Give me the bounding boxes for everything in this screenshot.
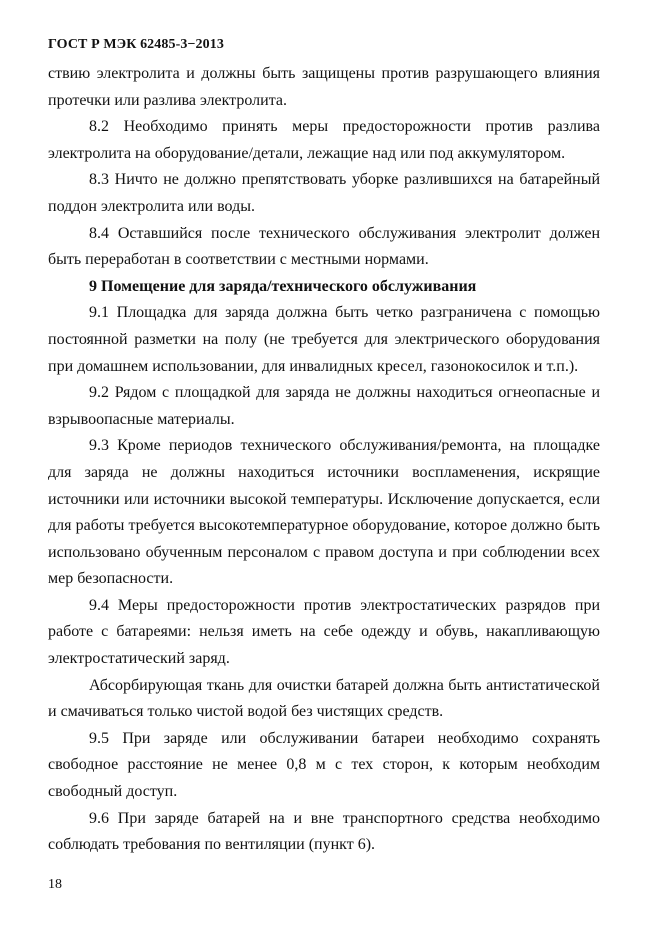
- paragraph-continuation: ствию электролита и должны быть защищены против разрушающего влияния протечки или разлива электролита.: [48, 65, 600, 109]
- page-number: 18: [48, 877, 62, 892]
- paragraph-9-6: 9.6 При заряде батарей на и вне транспортного средства необходимо соблюдать требования по вентиляции (пункт 6).: [48, 809, 600, 854]
- section-9-heading: 9 Помещение для заряда/технического обслуживания: [89, 277, 477, 295]
- paragraph-8-4: 8.4 Оставшийся после технического обслуживания электролит должен быть переработан в соответствии с местными нормами.: [48, 224, 600, 269]
- paragraph-8-3: 8.3 Ничто не должно препятствовать уборке разлившихся на батарейный поддон электролита или воды.: [48, 171, 600, 215]
- paragraph-9-5: 9.5 При заряде или обслуживании батареи необходимо сохранять свободное расстояние не менее 0,8 м с тех сторон, к которым необходим свободный доступ.: [48, 729, 600, 801]
- paragraph-8-2: 8.2 Необходимо принять меры предосторожности против разлива электролита на оборудование/детали, лежащие над или под аккумулятором.: [48, 118, 600, 162]
- document-header: ГОСТ Р МЭК 62485-3−2013: [48, 37, 224, 52]
- paragraph-9-3: 9.3 Кроме периодов технического обслуживания/ремонта, на площадке для заряда не должны находиться источники воспламенения, искрящие источники или источники высокой температуры. Исключение допускается, если для работы требуется высокотемпературное оборудование, которое должно быть использовано обученным персоналом с правом доступа и при соблюдении всех мер безопасности.: [48, 437, 600, 588]
- document-body: [48, 61, 600, 859]
- paragraph-9-1: 9.1 Площадка для заряда должна быть четко разграничена с помощью постоянной разметки на полу (не требуется для электрического оборудования при домашнем использовании, для инвалидных кресел, газонокосилок и т.п.).: [48, 304, 600, 375]
- paragraph-9-4: 9.4 Меры предосторожности против электростатических разрядов при работе с батареями: нельзя иметь на себе одежду и обувь, накапливающую электростатический заряд.: [48, 596, 600, 668]
- paragraph-9-4-cloth: Абсорбирующая ткань для очистки батарей должна быть антистатической и смачиваться только чистой водой без чистящих средств.: [48, 676, 600, 721]
- paragraph-9-2: 9.2 Рядом с площадкой для заряда не должны находиться огнеопасные и взрывоопасные материалы.: [48, 384, 600, 428]
